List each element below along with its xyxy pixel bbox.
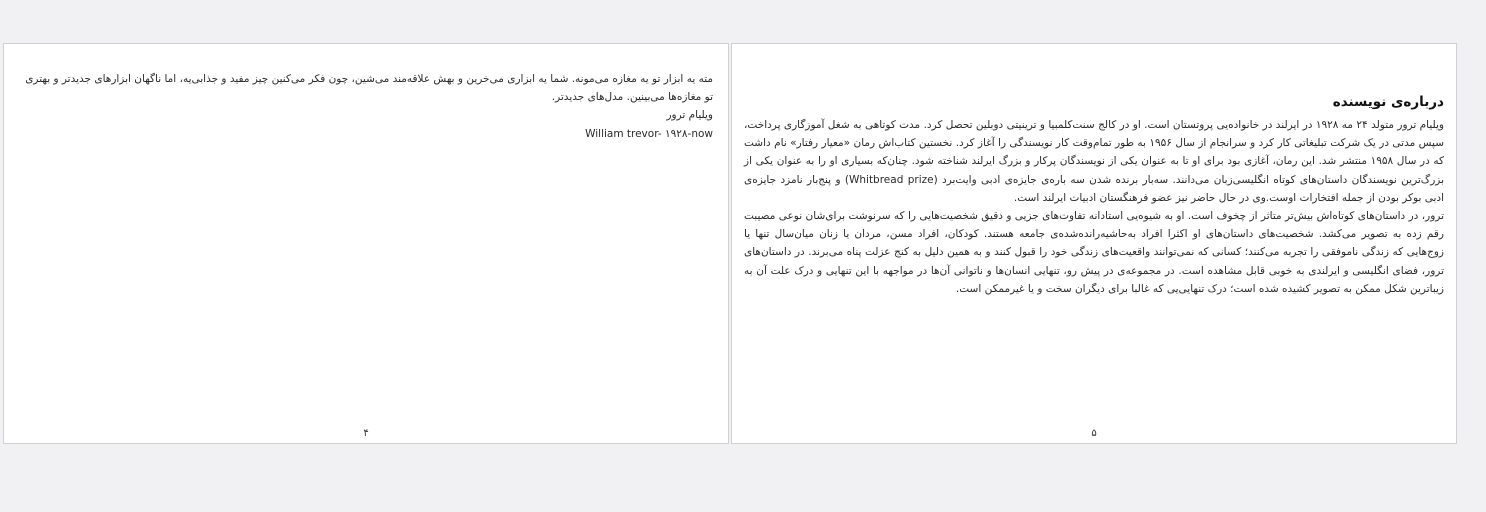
epigraph-author-english: William trevor- ۱۹۲۸-now <box>585 127 713 140</box>
paragraph-biography: ویلیام ترور متولد ۲۴ مه ۱۹۲۸ در ایرلند در خانواده‌یی پروتستان است. او در کالج سنت‌کلمبیا و ترینیتی دوبلین تحصل کرد. مدت کوتاهی به شغل آموزگاری پرداخت، سپس مدتی در یک شرکت تبلیغاتی کار کرد و سرانجام از سال ۱۹۵۶ به طور تمام‌وقت کار نویسندگی را آغاز کرد. نخستین کتاب‌اش رمان «معیار رفتار» نام داشت که در سال ۱۹۵۸ منتشر شد. این رمان، آغازی بود برای او تا به عنوان یکی از نویسندگان پرکار و بزرگ ایرلند شناخته شود. چنان‌که بسیاری او را به عنوان یکی از بزرگ‌ترین نویسندگان داستان‌های کوتاه انگلیسی‌زبان می‌دانند. سه‌بار برنده شدن سه باره‌ی جایزه‌ی ادبی وایت‌برد (Whitbread prize) و پنج‌بار نامزد جایزه‌ی ادبی بوکر بودن از جمله افتخارات اوست.وی در حال حاضر نیز عضو فرهنگستان ادبیات ایرلند است. <box>744 119 1445 204</box>
epigraph-author-persian: ویلیام ترور <box>666 109 713 122</box>
paragraph-style: ترور، در داستان‌های کوتاه‌اش بیش‌تر متاثر از چخوف است. او به شیوه‌یی استادانه تفاوت‌های جزیی و دقیق شخصیت‌هایی را که سرنوشت برای‌شان نوعی مصیبت رقم زده به تصویر می‌کشد. شخصیت‌های داستان‌های او اکثرا افراد به‌حاشیه‌رانده‌شده‌ی جامعه هستند. کودکان، افراد مسن، مردان یا زنان میان‌سال تنها یا زوج‌هایی که زندگی ناموفقی را تجربه می‌کنند؛ کسانی که نمی‌توانند واقعیت‌های زندگی خود را قبول کنند و به همین دلیل به کنج عزلت پناه می‌برند. در داستان‌های ترور، فضای انگلیسی و ایرلندی به خوبی قابل مشاهده است. در مجموعه‌ی در پیش رو، تنهایی انسان‌ها و ناتوانی آن‌ها در مواجهه با این تنهایی و درک علت آن به زیباترین شکل ممکن به تصویر کشیده شده است؛ درک تنهایی‌یی که غالبا برای دیگران سخت و یا غیرممکن است. <box>744 210 1444 295</box>
page-number: ۵ <box>1091 428 1097 439</box>
section-heading: درباره‌ی نویسنده <box>1332 94 1444 110</box>
right-page <box>731 43 1457 444</box>
left-page-content <box>16 70 713 143</box>
page-number: ۴ <box>363 428 369 439</box>
epigraph-quote: مته یه ابزار تو یه مغازه می‌مونه. شما یه ابزاری می‌خرین و بهش علاقه‌مند می‌شین، چون فکر می‌کنین چیز مفید و جذابی‌یه، اما ناگهان ابزارهای جدیدتر و بهتری تو مغازه‌ها می‌بینین. مدل‌های جدیدتر. <box>25 73 713 104</box>
right-page-content <box>744 92 1444 298</box>
left-page <box>3 43 729 444</box>
